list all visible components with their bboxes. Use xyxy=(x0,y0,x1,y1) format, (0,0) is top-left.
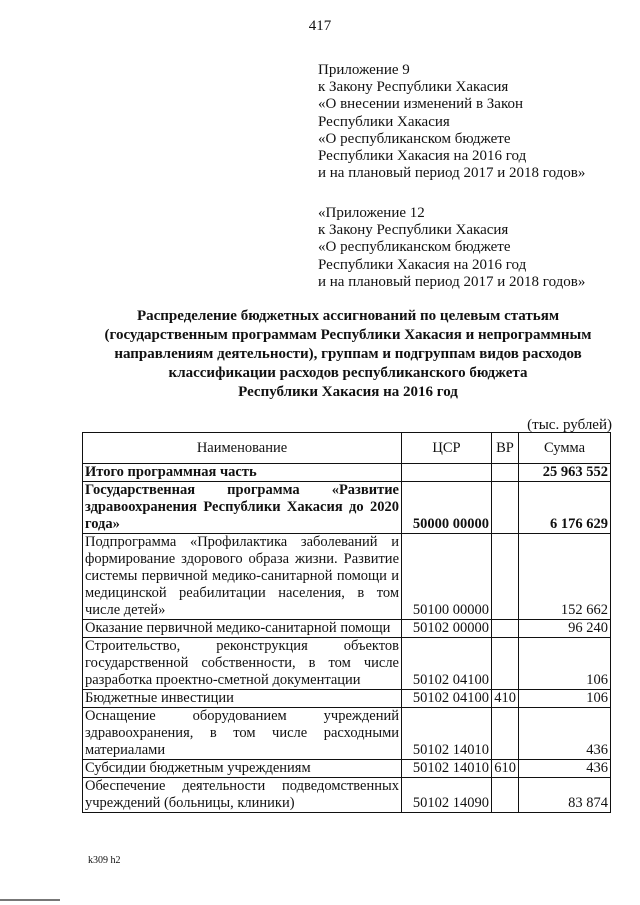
row-csr-cell: 50000 00000 xyxy=(402,482,492,534)
row-name-cell: Обеспечение деятельности подведомственных учреждений (больницы, клиники) xyxy=(83,778,402,813)
document-title xyxy=(70,307,626,402)
row-sum-cell: 6 176 629 xyxy=(519,482,611,534)
row-sum-cell: 106 xyxy=(519,690,611,708)
row-sum-cell: 436 xyxy=(519,708,611,760)
row-name-cell: Итого программная часть xyxy=(83,464,402,482)
table-row xyxy=(83,778,611,813)
row-vr-cell xyxy=(492,638,519,690)
table-row xyxy=(83,708,611,760)
appendix-9-line: Приложение 9 xyxy=(318,62,410,78)
appendix-12-line: «О республиканском бюджете xyxy=(318,239,511,256)
page-number: 417 xyxy=(308,18,332,34)
row-csr-cell: 50102 14010 xyxy=(402,708,492,760)
row-sum-cell: 106 xyxy=(519,638,611,690)
table-row xyxy=(83,760,611,778)
appendix-9-heading xyxy=(318,62,585,182)
row-name-cell: Государственная программа «Развитие здравоохранения Республики Хакасия до 2020 года» xyxy=(83,482,402,534)
appendix-12-heading xyxy=(318,205,585,291)
appendix-9-line: Республики Хакасия xyxy=(318,113,450,130)
row-sum-cell: 152 662 xyxy=(519,534,611,620)
footer-code: k309 h2 xyxy=(88,855,121,866)
row-name-cell: Бюджетные инвестиции xyxy=(83,690,402,708)
row-name-cell: Субсидии бюджетным учреждениям xyxy=(83,760,402,778)
row-vr-cell xyxy=(492,482,519,534)
title-line: Республики Хакасия на 2016 год xyxy=(238,384,458,400)
scan-artifact-line xyxy=(0,899,60,901)
header-csr: ЦСР xyxy=(402,433,492,464)
row-vr-cell xyxy=(492,778,519,813)
row-sum-cell: 96 240 xyxy=(519,620,611,638)
row-name-cell: Подпрограмма «Профилактика заболеваний и формирование здорового образа жизни. Развитие системы первичной медико-санитарной помощи и медицинской реабилитации населения, в том числе детей» xyxy=(83,534,402,620)
row-sum-cell: 436 xyxy=(519,760,611,778)
appendix-9-line: к Закону Республики Хакасия xyxy=(318,79,509,96)
row-name-cell: Строительство, реконструкция объектов государственной собственности, в том числе разработка проектно-сметной документации xyxy=(83,638,402,690)
row-name-cell: Оснащение оборудованием учреждений здравоохранения, в том числе расходными материалами xyxy=(83,708,402,760)
header-name: Наименование xyxy=(83,433,402,464)
row-vr-cell: 410 xyxy=(492,690,519,708)
row-csr-cell: 50102 04100 xyxy=(402,690,492,708)
row-vr-cell xyxy=(492,708,519,760)
table-row xyxy=(83,482,611,534)
title-line: Распределение бюджетных ассигнований по целевым статьям xyxy=(136,308,560,324)
appendix-12-line: Республики Хакасия на 2016 год xyxy=(318,256,527,273)
row-sum-cell: 83 874 xyxy=(519,778,611,813)
title-line: классификации расходов республиканского бюджета xyxy=(168,365,528,381)
row-csr-cell: 50102 14090 xyxy=(402,778,492,813)
appendix-9-line: «О республиканском бюджете xyxy=(318,130,511,147)
row-csr-cell: 50102 00000 xyxy=(402,620,492,638)
title-line: (государственным программам Республики Хакасия и непрограммным xyxy=(104,327,592,343)
header-vr: ВР xyxy=(492,433,519,464)
row-vr-cell: 610 xyxy=(492,760,519,778)
table-row xyxy=(83,620,611,638)
appendix-12-line: и на плановый период 2017 и 2018 годов» xyxy=(318,273,586,290)
table-row xyxy=(83,638,611,690)
table-row xyxy=(83,464,611,482)
budget-table xyxy=(82,432,611,813)
row-vr-cell xyxy=(492,620,519,638)
appendix-12-line: «Приложение 12 xyxy=(318,205,425,221)
title-line: направлениям деятельности), группам и подгруппам видов расходов xyxy=(114,346,582,362)
units-label: (тыс. рублей) xyxy=(527,417,612,433)
row-csr-cell: 50102 04100 xyxy=(402,638,492,690)
row-sum-cell: 25 963 552 xyxy=(519,464,611,482)
appendix-9-line: Республики Хакасия на 2016 год xyxy=(318,147,527,164)
row-csr-cell xyxy=(402,464,492,482)
row-csr-cell: 50100 00000 xyxy=(402,534,492,620)
table-row xyxy=(83,534,611,620)
row-name-cell: Оказание первичной медико-санитарной помощи xyxy=(83,620,402,638)
table-row xyxy=(83,690,611,708)
appendix-9-line: «О внесении изменений в Закон xyxy=(318,96,524,113)
row-csr-cell: 50102 14010 xyxy=(402,760,492,778)
row-vr-cell xyxy=(492,464,519,482)
appendix-9-line: и на плановый период 2017 и 2018 годов» xyxy=(318,165,586,182)
header-sum: Сумма xyxy=(519,433,611,464)
appendix-12-line: к Закону Республики Хакасия xyxy=(318,222,509,239)
row-vr-cell xyxy=(492,534,519,620)
table-header-row xyxy=(83,433,611,464)
